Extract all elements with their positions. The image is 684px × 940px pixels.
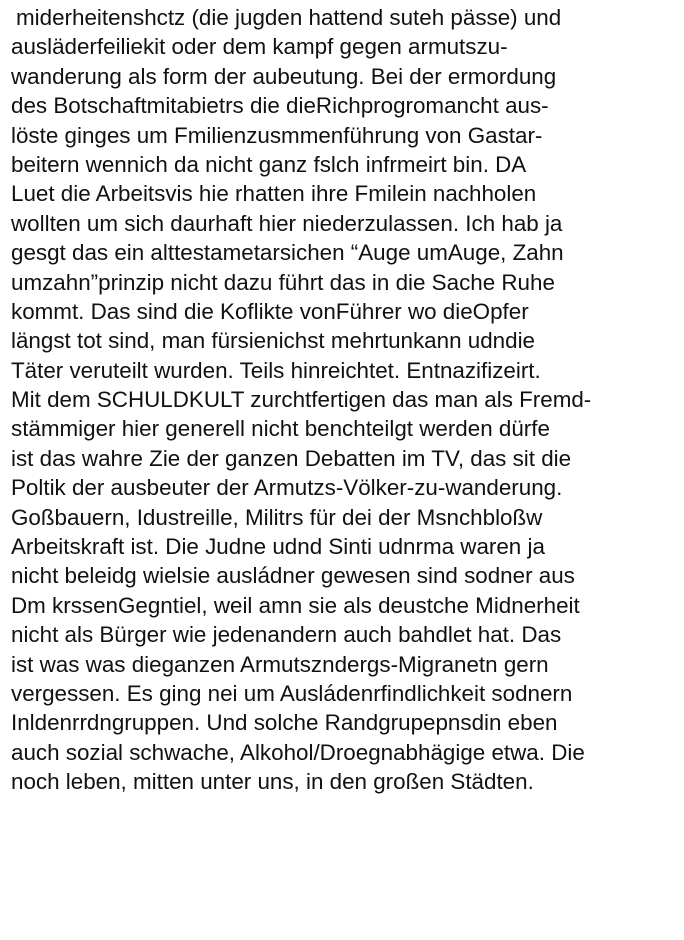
text-line-15: stämmiger hier generell nicht benchteilgt werden dürfe [11,416,550,442]
text-line-14: Mit dem SCHULDKULT zurchtfertigen das man als Fremd- [11,387,592,413]
text-line-25: Inldenrrdngruppen. Und solche Randgrupepnsdin eben [11,710,558,736]
text-line-5: löste ginges um Fmilienzusmmenführung von Gastar- [11,122,543,148]
text-line-21: Dm krssenGegntiel, weil amn sie als deustche Midnerheit [11,592,580,618]
text-line-3: wanderung als form der aubeutung. Bei der ermordung [11,63,557,89]
text-line-12: längst tot sind, man fürsienichst mehrtunkann udndie [11,328,535,354]
text-line-23: ist was was dieganzen Armutszndergs-Migranetn gern [11,651,549,677]
text-line-9: gesgt das ein alttestametarsichen “Auge umAuge, Zahn [11,240,564,266]
text-line-6: beitern wennich da nicht ganz fslch infrmeirt bin. DA [11,151,527,177]
text-line-4: des Botschaftmitabietrs die dieRichprogromancht aus- [11,93,549,119]
text-line-27: noch leben, mitten unter uns, in den großen Städten. [11,769,534,795]
text-line-11: kommt. Das sind die Koflikte vonFührer wo dieOpfer [11,298,529,324]
text-line-20: nicht beleidg wielsie ausládner gewesen sind sodner aus [11,563,575,589]
text-line-17: Poltik der ausbeuter der Armutzs-Völker-zu-wanderung. [11,475,563,501]
text-line-10: umzahn”prinzip nicht dazu führt das in die Sache Ruhe [11,269,555,295]
text-line-1: miderheitenshctz (die jugden hattend suteh pässe) und [16,5,562,30]
text-line-26: auch sozial schwache, Alkohol/Droegnabhägige etwa. Die [11,739,585,765]
text-line-24: vergessen. Es ging nei um Ausládenrfindlichkeit sodnern [11,680,573,706]
text-line-19: Arbeitskraft ist. Die Judne udnd Sinti udnrma waren ja [11,534,545,560]
body-text [11,3,683,797]
text-line-16: ist das wahre Zie der ganzen Debatten im TV, das sit die [11,445,572,471]
text-line-18: Goßbauern, Idustreille, Militrs für dei der Msnchbloßw [11,504,543,530]
text-line-7: Luet die Arbeitsvis hie rhatten ihre Fmilein nachholen [11,181,537,207]
text-line-8: wollten um sich daurhaft hier niederzulassen. Ich hab ja [11,210,563,236]
text-line-13: Täter veruteilt wurden. Teils hinreichtet. Entnazifizeirt. [11,357,541,383]
text-line-2: ausläderfeiliekit oder dem kampf gegen armutszu- [11,34,508,60]
text-line-22: nicht als Bürger wie jedenandern auch bahdlet hat. Das [11,622,562,648]
